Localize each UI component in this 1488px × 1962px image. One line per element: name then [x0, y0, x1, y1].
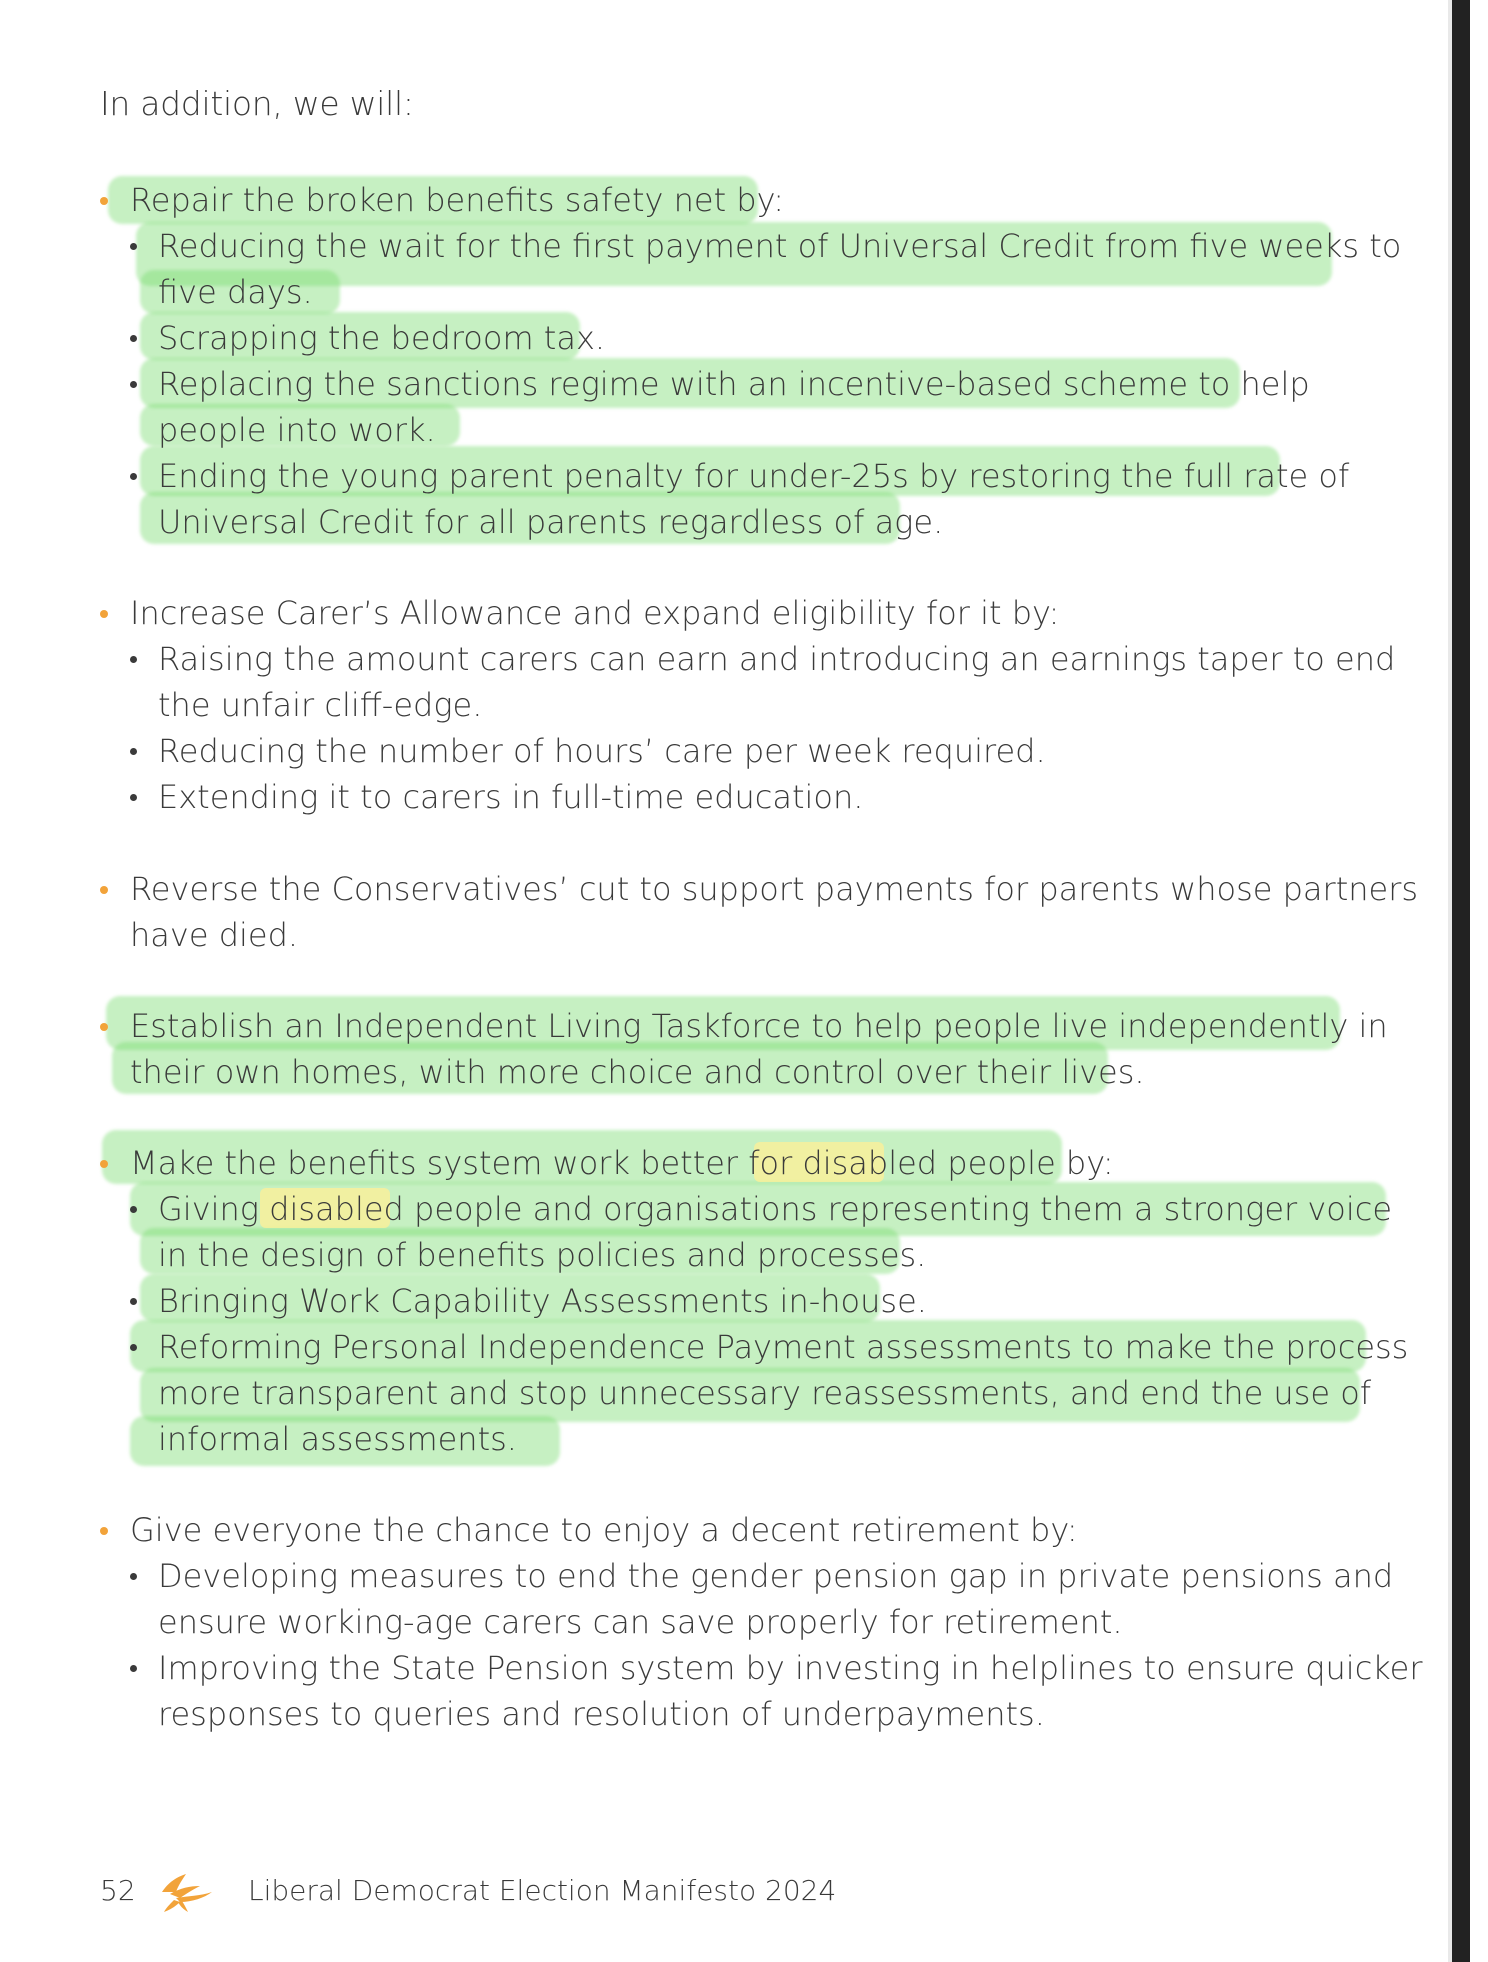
policy-heading: Increase Carer’s Allowance and expand eligibility for it by:: [130, 594, 1060, 632]
bullet: [130, 335, 137, 342]
sub-item-line: the unfair cliff-edge.: [158, 686, 483, 724]
sub-item-line: responses to queries and resolution of underpayments.: [158, 1695, 1045, 1733]
sub-item-line: Raising the amount carers can earn and introducing an earnings taper to end: [158, 640, 1396, 678]
policy-heading: their own homes, with more choice and control over their lives.: [130, 1053, 1145, 1091]
bullet: [130, 1573, 137, 1580]
bullet: [130, 243, 137, 250]
sub-item-line: five days.: [158, 273, 313, 311]
sub-item-line: Replacing the sanctions regime with an incentive-based scheme to help: [158, 365, 1310, 403]
page-number: 52: [100, 1874, 136, 1907]
sub-item-line: Reducing the number of hours’ care per week required.: [158, 732, 1046, 770]
sub-item-line: Improving the State Pension system by investing in helplines to ensure quicker: [158, 1649, 1423, 1687]
policy-heading: Reverse the Conservatives’ cut to support payments for parents whose partners: [130, 870, 1419, 908]
sub-item-line: Developing measures to end the gender pension gap in private pensions and: [158, 1557, 1394, 1595]
bullet: [130, 1665, 137, 1672]
bullet: [130, 381, 137, 388]
sub-item-line: ensure working-age carers can save properly for retirement.: [158, 1603, 1123, 1641]
sub-item-line: more transparent and stop unnecessary reassessments, and end the use of: [158, 1374, 1372, 1412]
sub-item-line: informal assessments.: [158, 1420, 517, 1458]
orange-bullet: [100, 886, 108, 894]
sub-item-line: Extending it to carers in full-time education.: [158, 778, 864, 816]
policy-heading: Repair the broken benefits safety net by:: [130, 181, 784, 219]
document-title: Liberal Democrat Election Manifesto 2024: [248, 1874, 837, 1907]
bullet: [130, 794, 137, 801]
sub-item-line: Ending the young parent penalty for under-25s by restoring the full rate of: [158, 457, 1350, 495]
orange-bullet: [100, 1160, 108, 1168]
bullet: [130, 1344, 137, 1351]
sub-item-line: Giving disabled people and organisations representing them a stronger voice: [158, 1190, 1393, 1228]
policy-heading: Establish an Independent Living Taskforce to help people live independently in: [130, 1007, 1388, 1045]
page-edge: [1452, 0, 1470, 1962]
sub-item-line: Reducing the wait for the first payment of Universal Credit from five weeks to: [158, 227, 1402, 265]
orange-bullet: [100, 1527, 108, 1535]
sub-item-line: Universal Credit for all parents regardless of age.: [158, 503, 944, 541]
bullet: [130, 473, 137, 480]
orange-bullet: [100, 1023, 108, 1031]
bullet: [130, 748, 137, 755]
sub-item-line: in the design of benefits policies and processes.: [158, 1236, 927, 1274]
sub-item-line: Reforming Personal Independence Payment assessments to make the process: [158, 1328, 1409, 1366]
policy-heading: Give everyone the chance to enjoy a decent retirement by:: [130, 1511, 1078, 1549]
bird-logo-icon: [156, 1870, 218, 1914]
sub-item-line: Scrapping the bedroom tax.: [158, 319, 606, 357]
sub-item-line: people into work.: [158, 411, 436, 449]
bullet: [130, 656, 137, 663]
bullet: [130, 1298, 137, 1305]
sub-item-line: Bringing Work Capability Assessments in-house.: [158, 1282, 927, 1320]
bullet: [130, 1206, 137, 1213]
orange-bullet: [100, 197, 108, 205]
orange-bullet: [100, 610, 108, 618]
policy-heading: have died.: [130, 916, 299, 954]
intro-text: In addition, we will:: [100, 84, 414, 123]
policy-heading: Make the benefits system work better for disabled people by:: [130, 1144, 1114, 1182]
